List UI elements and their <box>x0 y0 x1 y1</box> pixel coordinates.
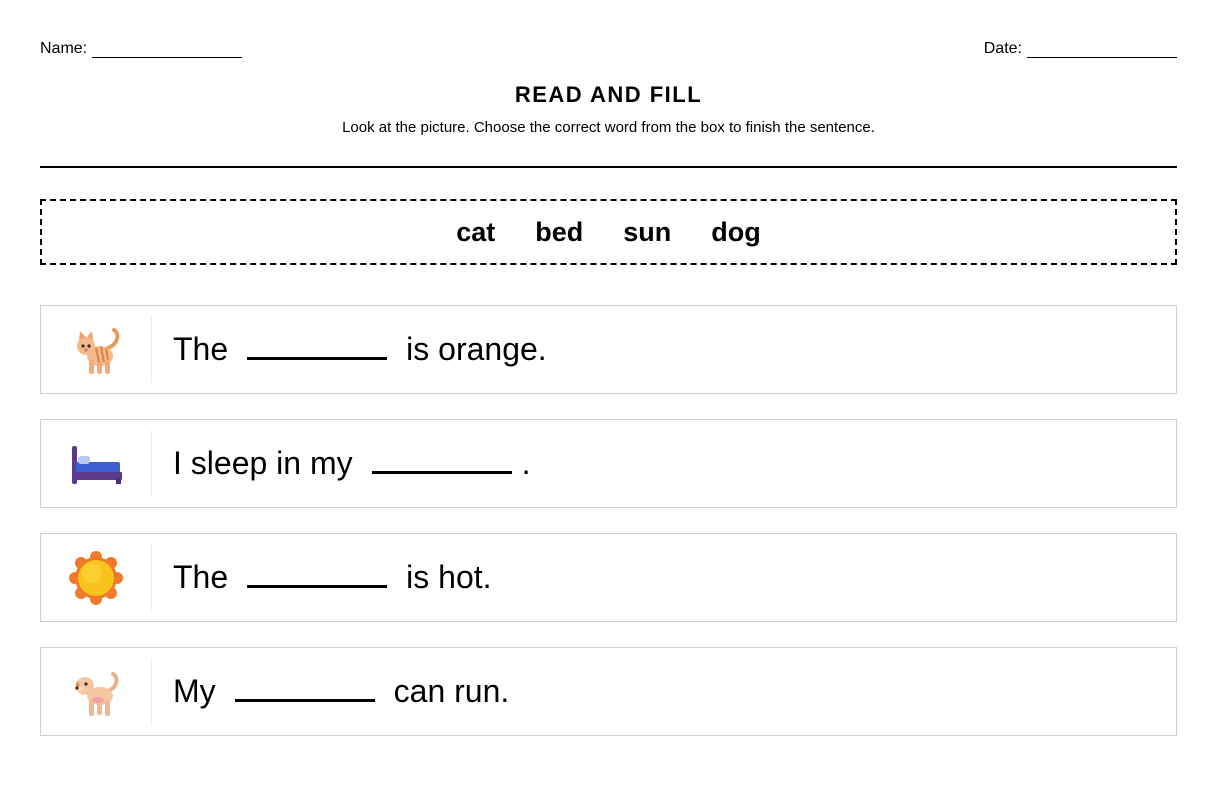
name-date-row <box>40 40 1177 60</box>
sentence-start: I sleep in my <box>173 445 353 481</box>
cat-icon <box>68 322 124 378</box>
answer-blank[interactable] <box>372 449 512 474</box>
date-field <box>984 40 1177 58</box>
question-picture <box>41 658 152 725</box>
word-bank-item: dog <box>711 216 761 247</box>
word-bank-item: bed <box>535 216 584 247</box>
question-row <box>40 533 1177 622</box>
sun-icon <box>69 551 123 605</box>
answer-blank[interactable] <box>247 563 387 588</box>
question-sentence <box>152 673 509 710</box>
question-picture <box>41 430 152 497</box>
question-picture <box>41 544 152 611</box>
question-row <box>40 305 1177 394</box>
instructions: Look at the picture. Choose the correct word from the box to finish the sentence. <box>342 119 875 136</box>
sentence-end: is orange. <box>406 331 547 367</box>
question-row <box>40 419 1177 508</box>
sentence-end: is hot. <box>406 559 492 595</box>
dog-icon <box>68 666 124 718</box>
answer-blank[interactable] <box>235 677 375 702</box>
date-label: Date: <box>983 40 1022 57</box>
header-divider <box>40 166 1177 168</box>
question-picture <box>41 316 152 383</box>
word-bank-item: cat <box>456 216 496 247</box>
sentence-start: My <box>173 673 216 709</box>
name-field <box>40 40 242 58</box>
word-bank <box>40 199 1177 265</box>
word-bank-item: sun <box>623 216 672 247</box>
date-line[interactable] <box>1027 43 1177 58</box>
answer-blank[interactable] <box>247 335 387 360</box>
question-row <box>40 647 1177 736</box>
question-sentence <box>152 331 547 368</box>
sentence-end: . <box>521 445 531 481</box>
question-sentence <box>152 445 531 482</box>
page-title: READ AND FILL <box>514 82 703 107</box>
name-label: Name: <box>40 40 88 57</box>
question-sentence <box>152 559 492 596</box>
sentence-end: can run. <box>393 673 510 709</box>
name-line[interactable] <box>92 43 242 58</box>
bed-icon <box>68 442 124 486</box>
sentence-start: The <box>173 331 229 367</box>
sentence-start: The <box>173 559 229 595</box>
